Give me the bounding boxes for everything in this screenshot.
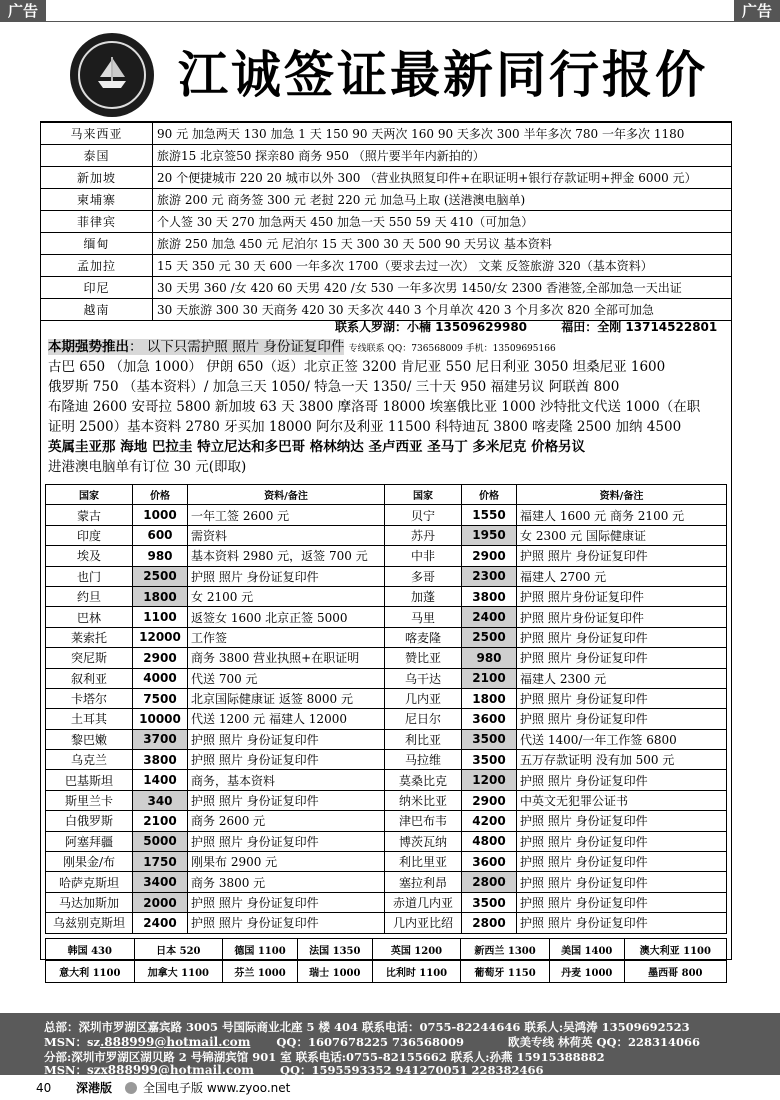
country-cell: 乌兹别克斯坦 <box>46 913 133 933</box>
notes-cell: 返签女 1600 北京正签 5000 <box>188 607 385 627</box>
notes-cell: 护照 照片 身份证复印件 <box>188 831 385 851</box>
country-cell: 乌干达 <box>385 668 462 688</box>
country-cell: 印尼 <box>41 277 153 299</box>
table-row <box>46 770 727 790</box>
table-row <box>46 688 727 708</box>
page-bar <box>0 1076 780 1100</box>
country-price-cell: 葡萄牙 1150 <box>461 961 550 983</box>
country-cell: 新加坡 <box>41 167 153 189</box>
country-cell: 乌克兰 <box>46 750 133 770</box>
page-title: 江诚签证最新同行报价 <box>178 46 708 104</box>
notes-cell: 护照 照片 身份证复印件 <box>188 913 385 933</box>
promo-line: 古巴 650 （加急 1000） 伊朗 650（返）北京正签 3200 肯尼亚 550 尼日利亚 3050 坦桑尼亚 1600 <box>48 359 666 375</box>
info-cell: 30 天男 360 /女 420 60 天男 420 /女 530 一年多次男 1450/女 2300 香港签,全部加急一天出证 <box>153 277 732 299</box>
contact-row <box>335 318 747 335</box>
price-cell: 2900 <box>462 546 517 566</box>
country-cell: 中非 <box>385 546 462 566</box>
contact-futian: 福田：全刚 13714522801 <box>561 320 718 334</box>
country-cell: 多哥 <box>385 566 462 586</box>
price-cell: 3600 <box>462 852 517 872</box>
notes-cell: 代送 1200 元 福建人 12000 <box>188 709 385 729</box>
notes-cell: 刚果布 2900 元 <box>188 852 385 872</box>
table-row <box>46 586 727 606</box>
price-cell: 1000 <box>133 505 188 525</box>
country-cell: 塞拉利昂 <box>385 872 462 892</box>
country-price-cell: 加拿大 1100 <box>134 961 223 983</box>
promo-line: 进港澳电脑单有订位 30 元(即取) <box>48 459 247 475</box>
promo-line: 证明 2500）基本资料 2780 牙买加 18000 阿尔及利亚 11500 科特迪瓦 3800 喀麦隆 2500 加纳 4500 <box>48 419 682 435</box>
country-cell: 马来西亚 <box>41 123 153 145</box>
notes-cell: 女 2100 元 <box>188 586 385 606</box>
notes-cell: 福建人 2300 元 <box>517 668 727 688</box>
price-cell: 2000 <box>133 892 188 912</box>
country-cell: 加蓬 <box>385 586 462 606</box>
country-price-cell: 芬兰 1000 <box>223 961 298 983</box>
country-cell: 纳米比亚 <box>385 790 462 810</box>
price-cell: 4000 <box>133 668 188 688</box>
price-cell: 2800 <box>462 872 517 892</box>
country-cell: 苏丹 <box>385 525 462 545</box>
hq-address: 总部：深圳市罗湖区嘉宾路 3005 号国际商业北座 5 楼 404 联系电话：0755-82244646 联系人:吴鸿涛 13509692523 <box>44 1020 690 1034</box>
notes-cell: 护照 照片 身份证复印件 <box>517 648 727 668</box>
price-cell: 2900 <box>462 790 517 810</box>
country-price-cell: 新西兰 1300 <box>461 939 550 961</box>
notes-cell: 一年工签 2600 元 <box>188 505 385 525</box>
price-cell: 1200 <box>462 770 517 790</box>
price-cell: 2500 <box>133 566 188 586</box>
country-price-cell: 德国 1100 <box>223 939 298 961</box>
country-cell: 黎巴嫩 <box>46 729 133 749</box>
price-cell: 4200 <box>462 811 517 831</box>
country-cell: 约旦 <box>46 586 133 606</box>
notes-cell: 北京国际健康证 返签 8000 元 <box>188 688 385 708</box>
table-header-row <box>46 485 727 505</box>
notes-cell: 护照 照片 身份证复印件 <box>517 913 727 933</box>
price-cell: 3700 <box>133 729 188 749</box>
table-row <box>41 145 732 167</box>
notes-cell: 护照 照片 身份证复印件 <box>517 831 727 851</box>
country-cell: 叙利亚 <box>46 668 133 688</box>
ship-icon <box>92 53 132 93</box>
header-notes: 资料/备注 <box>517 485 727 505</box>
footer-contact <box>0 1013 780 1075</box>
ad-label-right: 广告 <box>734 0 780 22</box>
country-price-cell: 墨西哥 800 <box>624 961 726 983</box>
promo-line: 俄罗斯 750 （基本资料）/ 加急三天 1050/ 特急一天 1350/ 三十天 950 福建另议 阿联酋 800 <box>48 379 620 395</box>
country-cell: 蒙古 <box>46 505 133 525</box>
price-cell: 2300 <box>462 566 517 586</box>
notes-cell: 护照 照片 身份证复印件 <box>188 892 385 912</box>
country-cell: 越南 <box>41 299 153 321</box>
price-cell: 12000 <box>133 627 188 647</box>
price-cell: 3500 <box>462 750 517 770</box>
country-cell: 埃及 <box>46 546 133 566</box>
table-row <box>46 790 727 810</box>
table-row <box>41 167 732 189</box>
price-cell: 1750 <box>133 852 188 872</box>
country-cell: 博茨瓦纳 <box>385 831 462 851</box>
country-cell: 卡塔尔 <box>46 688 133 708</box>
price-cell: 980 <box>462 648 517 668</box>
price-cell: 1100 <box>133 607 188 627</box>
table-row <box>46 627 727 647</box>
europe-line: 欧美专线 林荷英 QQ：228314066 <box>508 1035 701 1049</box>
ad-label-left: 广告 <box>0 0 46 22</box>
notes-cell: 福建人 1600 元 商务 2100 元 <box>517 505 727 525</box>
msn-email[interactable]: .888999@hotmail.com <box>100 1035 251 1049</box>
notes-cell: 女 2300 元 国际健康证 <box>517 525 727 545</box>
promo-hotline: 专线联系 QQ：736568009 手机：13509695166 <box>348 344 556 354</box>
info-cell: 旅游15 北京签50 探亲80 商务 950 （照片要半年内新拍的） <box>153 145 732 167</box>
country-cell: 利比里亚 <box>385 852 462 872</box>
header-country: 国家 <box>46 485 133 505</box>
country-price-cell: 澳大利亚 1100 <box>624 939 726 961</box>
notes-cell: 商务 3800 元 <box>188 872 385 892</box>
notes-cell: 护照 照片 身份证复印件 <box>517 892 727 912</box>
table-row <box>46 811 727 831</box>
info-cell: 90 元 加急两天 130 加急 1 天 150 90 天两次 160 90 天多次 300 半年多次 780 一年多次 1180 <box>153 123 732 145</box>
price-cell: 2500 <box>462 627 517 647</box>
country-price-cell: 瑞士 1000 <box>297 961 372 983</box>
price-cell: 2100 <box>462 668 517 688</box>
table-row <box>46 525 727 545</box>
price-cell: 1400 <box>133 770 188 790</box>
price-cell: 1800 <box>462 688 517 708</box>
table-row <box>41 123 732 145</box>
country-cell: 缅甸 <box>41 233 153 255</box>
country-cell: 喀麦隆 <box>385 627 462 647</box>
notes-cell: 工作签 <box>188 627 385 647</box>
notes-cell: 代送 700 元 <box>188 668 385 688</box>
country-cell: 几内亚比绍 <box>385 913 462 933</box>
edition-label: 深港版 <box>76 1081 113 1095</box>
country-cell: 白俄罗斯 <box>46 811 133 831</box>
notes-cell: 护照 照片身份证复印件 <box>517 586 727 606</box>
notes-cell: 护照 照片 身份证复印件 <box>517 546 727 566</box>
hq-online <box>44 1034 700 1050</box>
price-cell: 5000 <box>133 831 188 851</box>
table-row <box>46 872 727 892</box>
page-number: 40 <box>36 1081 52 1095</box>
info-cell: 30 天旅游 300 30 天商务 420 30 天多次 440 3 个月单次 420 3 个月多次 820 全部可加急 <box>153 299 732 321</box>
company-logo <box>70 33 154 117</box>
country-cell: 莫桑比克 <box>385 770 462 790</box>
table-row <box>46 852 727 872</box>
notes-cell: 商务 3800 营业执照+在职证明 <box>188 648 385 668</box>
msn-email[interactable]: szx888999@hotmail.com <box>87 1063 254 1077</box>
table-row <box>46 546 727 566</box>
table-row <box>41 277 732 299</box>
notes-cell: 中英文无犯罪公证书 <box>517 790 727 810</box>
info-cell: 20 个便捷城市 220 20 城市以外 300 （营业执照复印件+在职证明+银行存款证明+押金 6000 元） <box>153 167 732 189</box>
notes-cell: 商务，基本资料 <box>188 770 385 790</box>
country-price-cell: 英国 1200 <box>372 939 461 961</box>
msn-label: MSN： <box>44 1063 88 1077</box>
country-cell: 土耳其 <box>46 709 133 729</box>
notes-cell: 护照 照片 身份证复印件 <box>517 811 727 831</box>
country-cell: 马拉维 <box>385 750 462 770</box>
notes-cell: 需资料 <box>188 525 385 545</box>
promo-line <box>48 337 728 357</box>
notes-cell: 福建人 2700 元 <box>517 566 727 586</box>
country-price-cell: 意大利 1100 <box>46 961 135 983</box>
table-row <box>46 961 727 983</box>
header-country: 国家 <box>385 485 462 505</box>
table-row <box>46 750 727 770</box>
price-cell: 3400 <box>133 872 188 892</box>
info-cell: 旅游 200 元 商务签 300 元 老挝 220 元 加急马上取 (送港澳电脑单) <box>153 189 732 211</box>
notes-cell: 代送 1400/一年工作签 6800 <box>517 729 727 749</box>
price-cell: 1950 <box>462 525 517 545</box>
header-price: 价格 <box>133 485 188 505</box>
country-cell: 孟加拉 <box>41 255 153 277</box>
top-divider <box>0 21 780 22</box>
table-row <box>46 939 727 961</box>
country-cell: 贝宁 <box>385 505 462 525</box>
country-cell: 尼日尔 <box>385 709 462 729</box>
price-cell: 7500 <box>133 688 188 708</box>
country-price-cell: 比利时 1100 <box>372 961 461 983</box>
country-cell: 津巴布韦 <box>385 811 462 831</box>
price-cell: 3800 <box>462 586 517 606</box>
price-cell: 980 <box>133 546 188 566</box>
price-cell: 1550 <box>462 505 517 525</box>
country-cell: 马里 <box>385 607 462 627</box>
notes-cell: 护照 照片 身份证复印件 <box>517 688 727 708</box>
price-cell: 340 <box>133 790 188 810</box>
info-cell: 15 天 350 元 30 天 600 一年多次 1700（要求去过一次） 文莱 反签旅游 320（基本资料） <box>153 255 732 277</box>
notes-cell: 护照 照片 身份证复印件 <box>517 627 727 647</box>
price-cell: 4800 <box>462 831 517 851</box>
notes-cell: 护照 照片 身份证复印件 <box>188 750 385 770</box>
table-row <box>41 211 732 233</box>
notes-cell: 基本资料 2980 元，返签 700 元 <box>188 546 385 566</box>
table-row <box>46 505 727 525</box>
asia-visa-table <box>40 122 732 321</box>
table-row <box>46 831 727 851</box>
country-cell: 刚果金/布 <box>46 852 133 872</box>
table-row <box>41 255 732 277</box>
table-row <box>46 729 727 749</box>
online-edition: 全国电子版 www.zyoo.net <box>143 1081 291 1095</box>
table-row <box>41 233 732 255</box>
qq-numbers: QQ：1595593352 941270051 228382466 <box>279 1063 544 1077</box>
promo-line: 布隆迪 2600 安哥拉 5800 新加坡 63 天 3800 摩洛哥 18000 埃塞俄比亚 1000 沙特批文代送 1000（在职 <box>48 399 701 415</box>
notes-cell: 护照 照片 身份证复印件 <box>517 709 727 729</box>
promo-heading-note: ： 以下只需护照 照片 身份证复印件 <box>129 339 345 355</box>
notes-cell: 护照 照片 身份证复印件 <box>517 872 727 892</box>
country-cell: 赤道几内亚 <box>385 892 462 912</box>
notes-cell: 护照 照片 身份证复印件 <box>517 852 727 872</box>
price-cell: 3600 <box>462 709 517 729</box>
country-cell: 斯里兰卡 <box>46 790 133 810</box>
country-cell: 印度 <box>46 525 133 545</box>
promo-section <box>48 337 728 477</box>
price-cell: 2400 <box>133 913 188 933</box>
info-cell: 个人签 30 天 270 加急两天 450 加急一天 550 59 天 410（可加急） <box>153 211 732 233</box>
country-cell: 也门 <box>46 566 133 586</box>
price-cell: 600 <box>133 525 188 545</box>
qq-numbers: QQ：1607678225 736568009 <box>276 1035 464 1049</box>
notes-cell: 护照 照片 身份证复印件 <box>188 729 385 749</box>
price-cell: 3800 <box>133 750 188 770</box>
notes-cell: 商务 2600 元 <box>188 811 385 831</box>
notes-cell: 护照 照片 身份证复印件 <box>188 566 385 586</box>
country-price-cell: 丹麦 1000 <box>549 961 624 983</box>
price-cell: 3500 <box>462 892 517 912</box>
msn-label: MSN：sz <box>44 1035 101 1049</box>
country-cell: 阿塞拜疆 <box>46 831 133 851</box>
country-cell: 几内亚 <box>385 688 462 708</box>
notes-cell: 护照 照片 身份证复印件 <box>517 770 727 790</box>
price-cell: 1800 <box>133 586 188 606</box>
price-cell: 10000 <box>133 709 188 729</box>
country-cell: 哈萨克斯坦 <box>46 872 133 892</box>
table-row <box>46 892 727 912</box>
table-row <box>41 189 732 211</box>
price-cell: 2100 <box>133 811 188 831</box>
header-notes: 资料/备注 <box>188 485 385 505</box>
country-cell: 利比亚 <box>385 729 462 749</box>
country-cell: 莱索托 <box>46 627 133 647</box>
header-price: 价格 <box>462 485 517 505</box>
notes-cell: 五万存款证明 没有加 500 元 <box>517 750 727 770</box>
promo-heading: 本期强势推出 <box>48 339 129 355</box>
notes-cell: 护照 照片身份证复印件 <box>517 607 727 627</box>
country-price-cell: 美国 1400 <box>549 939 624 961</box>
country-cell: 泰国 <box>41 145 153 167</box>
table-row <box>46 709 727 729</box>
price-cell: 2800 <box>462 913 517 933</box>
country-price-cell: 法国 1350 <box>297 939 372 961</box>
info-cell: 旅游 250 加急 450 元 尼泊尔 15 天 300 30 天 500 90 天另议 基本资料 <box>153 233 732 255</box>
contact-luohu: 联系人罗湖：小楠 13509629980 <box>335 320 528 334</box>
country-cell: 菲律宾 <box>41 211 153 233</box>
table-row <box>46 648 727 668</box>
country-price-cell: 韩国 430 <box>46 939 135 961</box>
country-cell: 马达加斯加 <box>46 892 133 912</box>
promo-line: 英属圭亚那 海地 巴拉圭 特立尼达和多巴哥 格林纳达 圣卢西亚 圣马丁 多米尼克 价格另议 <box>48 439 586 455</box>
table-row <box>46 668 727 688</box>
edition-icon <box>125 1082 137 1094</box>
country-cell: 柬埔寨 <box>41 189 153 211</box>
country-cell: 突尼斯 <box>46 648 133 668</box>
price-cell: 2400 <box>462 607 517 627</box>
price-cell: 3500 <box>462 729 517 749</box>
western-visa-table <box>45 938 727 983</box>
table-row <box>46 607 727 627</box>
country-cell: 赞比亚 <box>385 648 462 668</box>
country-price-cell: 日本 520 <box>134 939 223 961</box>
country-cell: 巴林 <box>46 607 133 627</box>
branch-address: 分部:深圳市罗湖区湖贝路 2 号锦湖宾馆 901 室 联系电话:0755-82155662 联系人:孙燕 15915388882 <box>44 1050 605 1064</box>
notes-cell: 护照 照片 身份证复印件 <box>188 790 385 810</box>
table-row <box>46 566 727 586</box>
country-cell: 巴基斯坦 <box>46 770 133 790</box>
price-cell: 2900 <box>133 648 188 668</box>
table-row <box>46 913 727 933</box>
price-table <box>45 484 727 934</box>
